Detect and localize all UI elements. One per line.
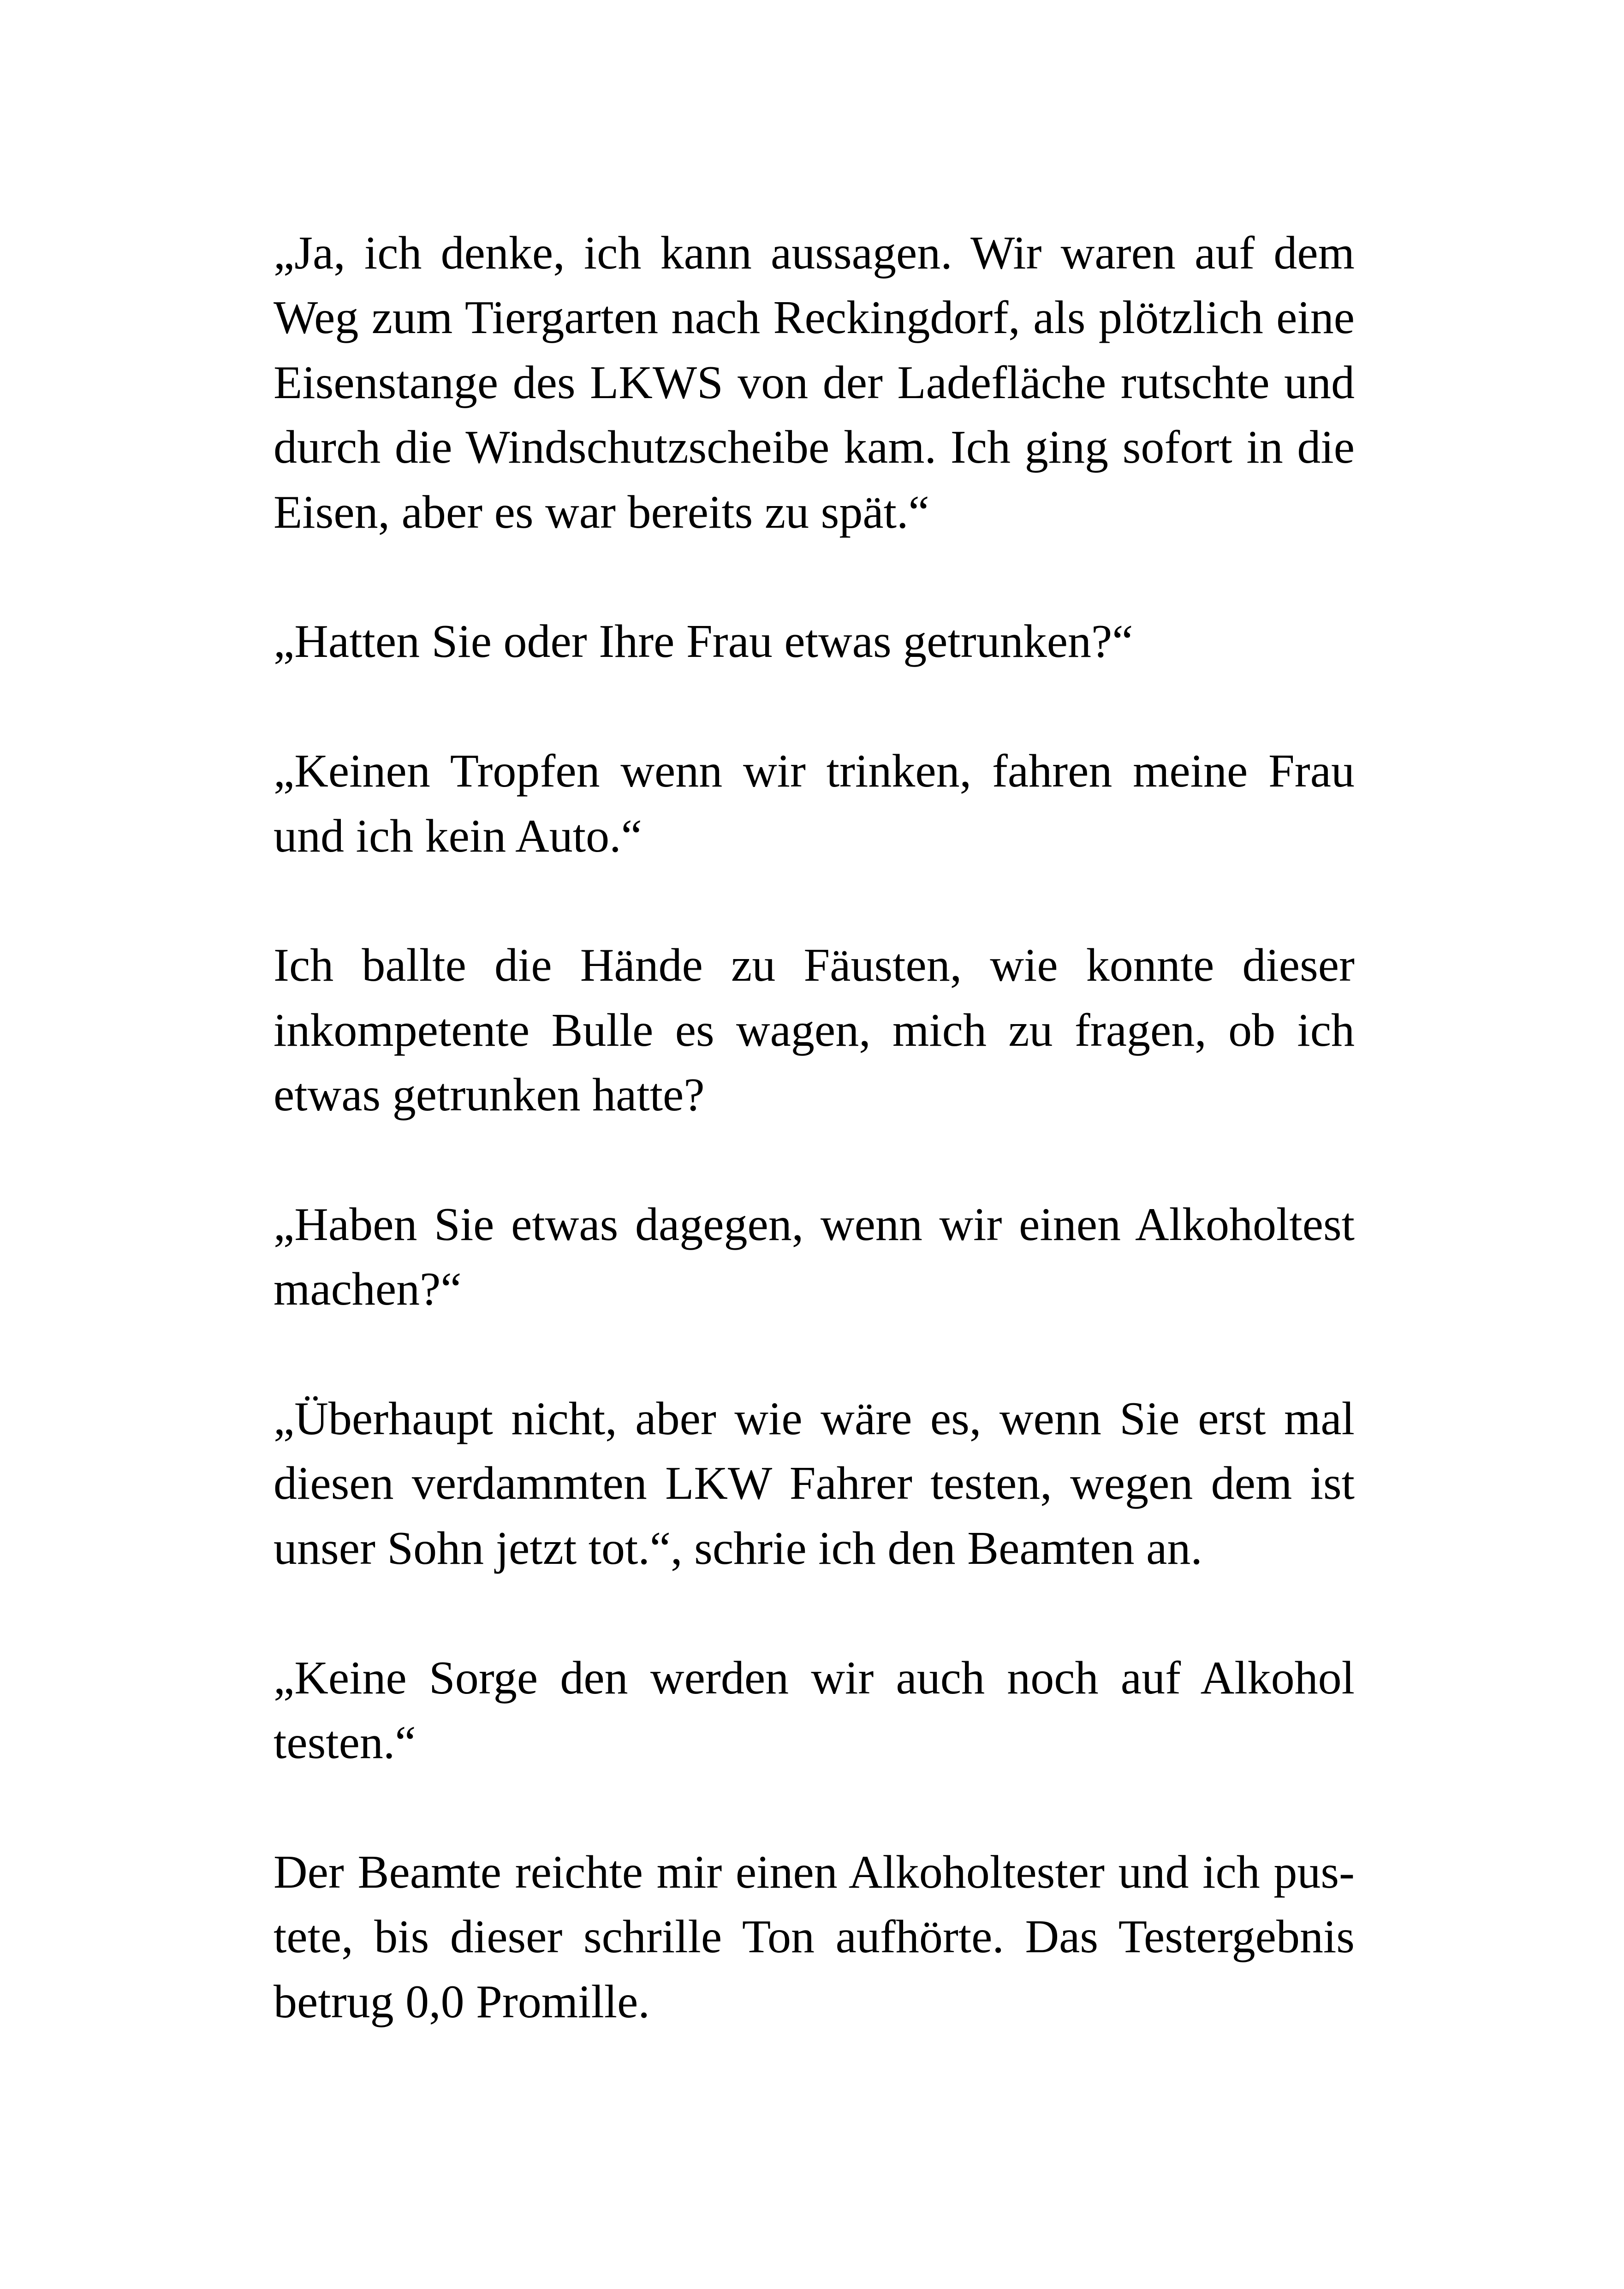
text-line: durch die Windschutzscheibe kam. Ich ging sofort in die [274,421,1355,474]
text-line: „Haben Sie etwas dagegen, wenn wir einen Alkoholtest [274,1198,1355,1251]
paragraph [274,1387,1355,1581]
text-line: betrug 0,0 Promille. [274,1975,650,2028]
paragraph [274,1192,1355,1322]
paragraph [274,933,1355,1127]
text-line: inkompetente Bulle es wagen, mich zu fragen, ob ich [274,1004,1355,1056]
text-line: „Keine Sorge den werden wir auch noch auf Alkohol [274,1651,1355,1704]
text-line: Weg zum Tiergarten nach Reckingdorf, als plötzlich eine [274,292,1355,344]
text-line: tete, bis dieser schrille Ton aufhörte. Das Testergebnis [274,1911,1355,1963]
document-page [274,221,1355,2099]
text-line: Ich ballte die Hände zu Fäusten, wie konnte dieser [274,939,1355,992]
text-line: „Überhaupt nicht, aber wie wäre es, wenn Sie erst mal [274,1393,1355,1445]
text-line: Eisen, aber es war bereits zu spät.“ [274,486,929,538]
paragraph [274,1840,1355,2034]
text-line: „Ja, ich denke, ich kann aussagen. Wir waren auf dem [274,227,1355,279]
text-line: machen?“ [274,1263,462,1316]
paragraph [274,609,1355,674]
paragraph [274,221,1355,545]
text-line: diesen verdammten LKW Fahrer testen, wegen dem ist [274,1457,1355,1510]
paragraph [274,1646,1355,1776]
text-line: „Keinen Tropfen wenn wir trinken, fahren meine Frau [274,745,1355,798]
text-line: Eisenstange des LKWS von der Ladefläche rutschte und [274,356,1355,409]
text-line: und ich kein Auto.“ [274,810,642,862]
text-line: etwas getrunken hatte? [274,1069,705,1121]
paragraph [274,739,1355,869]
text-line: Der Beamte reichte mir einen Alkoholtester und ich pus- [274,1846,1355,1898]
text-line: unser Sohn jetzt tot.“, schrie ich den Beamten an. [274,1522,1202,1574]
text-line: „Hatten Sie oder Ihre Frau etwas getrunken?“ [274,615,1133,668]
text-line: testen.“ [274,1716,416,1769]
